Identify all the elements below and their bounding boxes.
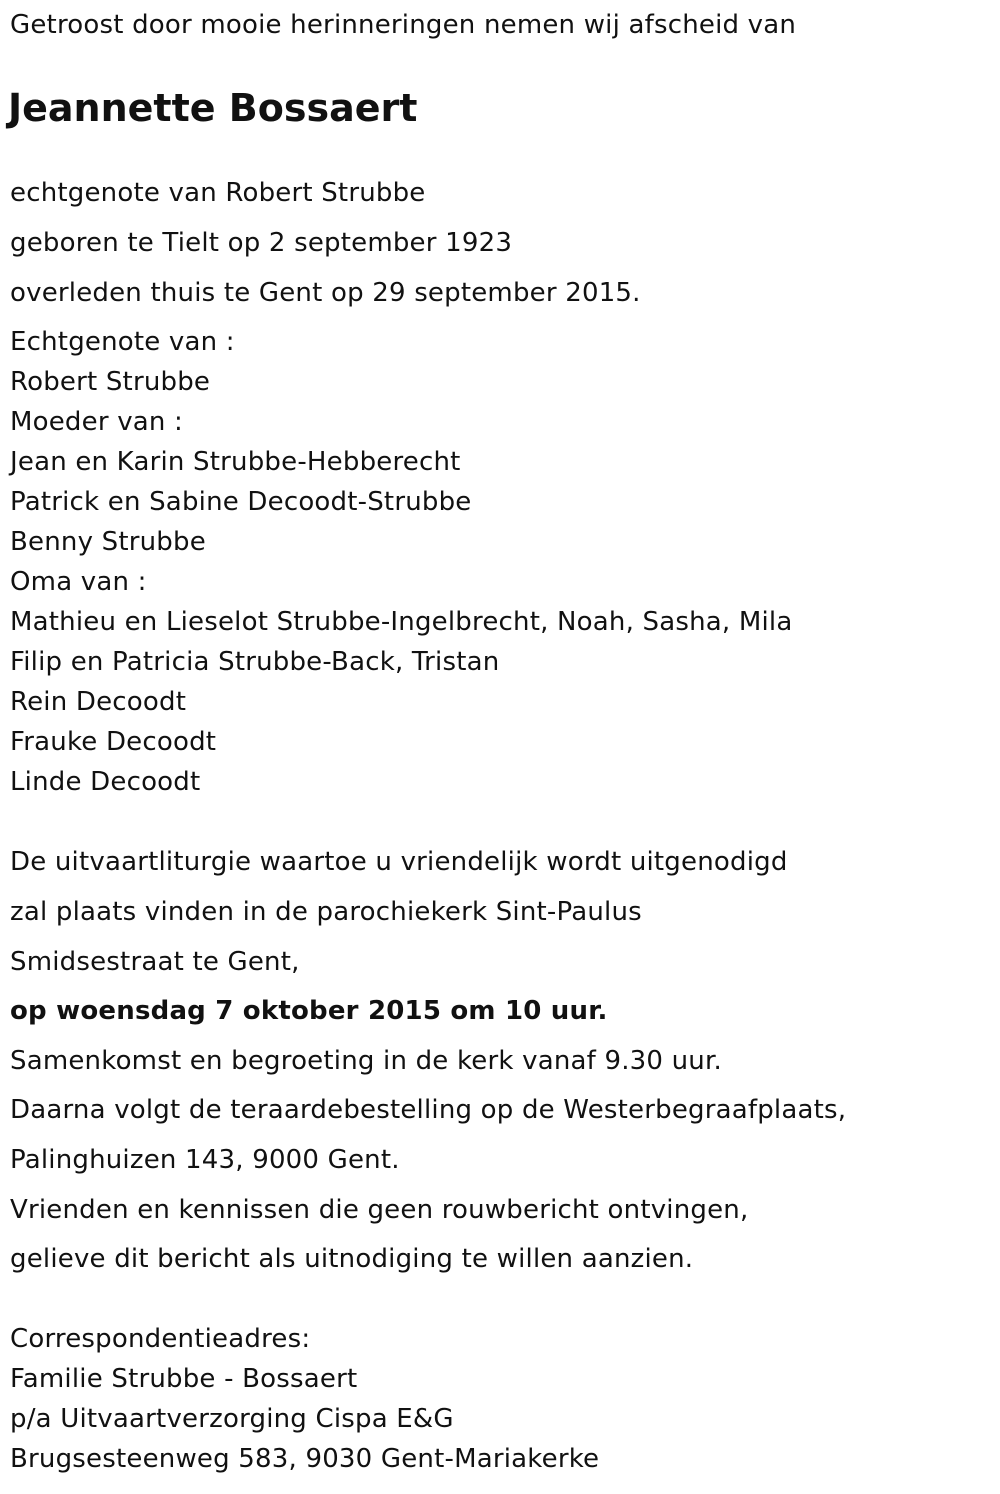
family-member: Filip en Patricia Strubbe-Back, Tristan: [10, 647, 500, 677]
ceremony-date: op woensdag 7 oktober 2015 om 10 uur.: [10, 996, 608, 1026]
family-member: Linde Decoodt: [10, 767, 201, 797]
detail-spouse: echtgenote van Robert Strubbe: [10, 178, 426, 208]
family-heading-spouse: Echtgenote van :: [10, 327, 235, 357]
family-heading-children: Moeder van :: [10, 407, 184, 437]
family-member: Patrick en Sabine Decoodt-Strubbe: [10, 487, 472, 517]
ceremony-line: Smidsestraat te Gent,: [10, 947, 300, 977]
family-member: Jean en Karin Strubbe-Hebberecht: [10, 447, 461, 477]
ceremony-line: Palinghuizen 143, 9000 Gent.: [10, 1145, 400, 1175]
intro-text: Getroost door mooie herinneringen nemen wij afscheid van: [10, 10, 797, 40]
correspondence-line: Familie Strubbe - Bossaert: [10, 1364, 358, 1394]
family-member: Rein Decoodt: [10, 687, 187, 717]
ceremony-line: gelieve dit bericht als uitnodiging te willen aanzien.: [10, 1244, 694, 1274]
ceremony-line: Vrienden en kennissen die geen rouwbericht ontvingen,: [10, 1195, 749, 1225]
detail-died: overleden thuis te Gent op 29 september 2015.: [10, 278, 641, 308]
family-member: Mathieu en Lieselot Strubbe-Ingelbrecht, Noah, Sasha, Mila: [10, 607, 793, 637]
family-member: Robert Strubbe: [10, 367, 211, 397]
ceremony-line: De uitvaartliturgie waartoe u vriendelijk wordt uitgenodigd: [10, 847, 788, 877]
family-member: Frauke Decoodt: [10, 727, 217, 757]
detail-born: geboren te Tielt op 2 september 1923: [10, 228, 513, 258]
family-member: Benny Strubbe: [10, 527, 206, 557]
correspondence-line: Brugsesteenweg 583, 9030 Gent-Mariakerke: [10, 1444, 600, 1474]
ceremony-line: zal plaats vinden in de parochiekerk Sint-Paulus: [10, 897, 642, 927]
correspondence-heading: Correspondentieadres:: [10, 1324, 311, 1354]
ceremony-line: Samenkomst en begroeting in de kerk vanaf 9.30 uur.: [10, 1046, 722, 1076]
correspondence-line: p/a Uitvaartverzorging Cispa E&G: [10, 1404, 454, 1434]
family-heading-grandchildren: Oma van :: [10, 567, 147, 597]
deceased-name: Jeannette Bossaert: [8, 86, 418, 130]
ceremony-line: Daarna volgt de teraardebestelling op de Westerbegraafplaats,: [10, 1095, 847, 1125]
